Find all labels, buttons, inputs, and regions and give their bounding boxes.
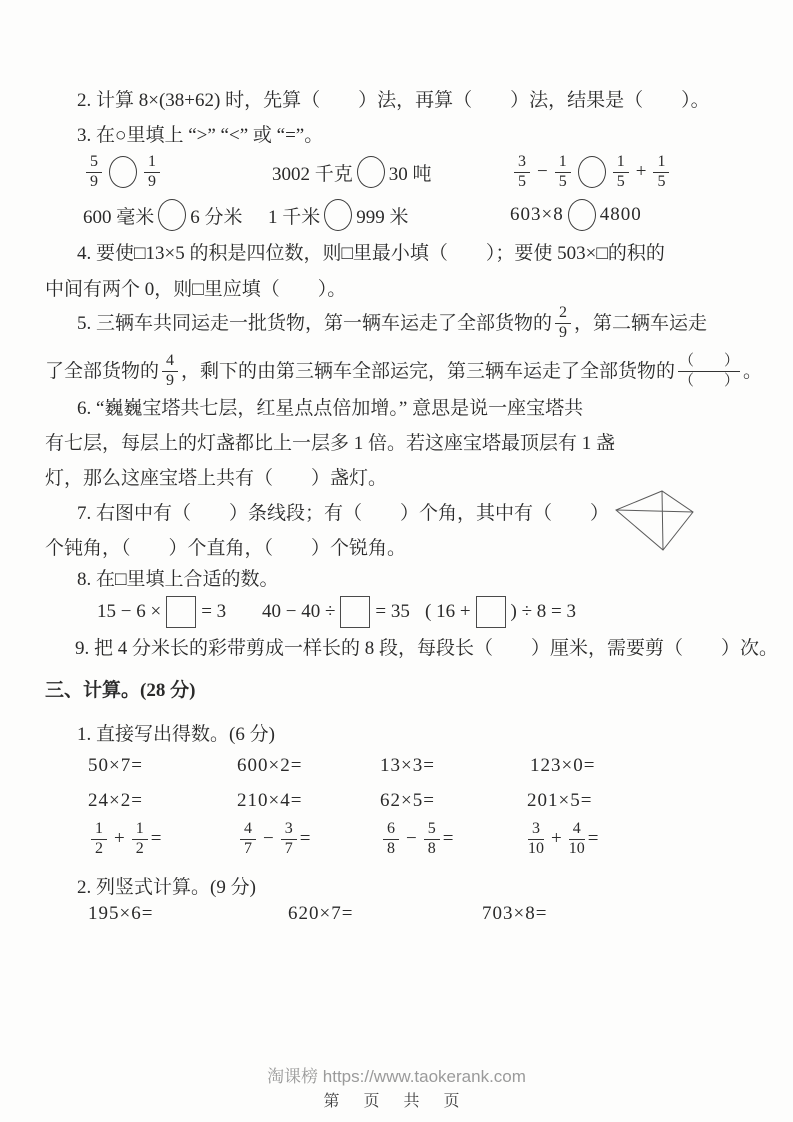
q5-text: 5. 三辆车共同运走一批货物，第一辆车运走了全部货物的 — [77, 312, 553, 334]
equation-text: 15 − 6 × — [97, 601, 162, 622]
calc-item: 62×5= — [380, 790, 435, 811]
q5-text: 了全部货物的 — [45, 360, 160, 382]
fraction-denominator: 5 — [616, 172, 625, 190]
plus-sign: + — [635, 161, 647, 182]
fraction-calc-item — [525, 816, 598, 862]
blank-box — [166, 596, 196, 628]
fraction-numerator: 4 — [240, 821, 256, 840]
equals-sign: = — [150, 828, 162, 849]
calc-item: 50×7= — [88, 755, 143, 776]
calc-item: 201×5= — [527, 790, 593, 811]
q5-text: ，第二辆车运走 — [574, 312, 708, 334]
calc-item: 195×6= — [88, 903, 154, 924]
fraction-denominator: 7 — [244, 839, 252, 857]
footer-page-number: 第 页 共 页 — [323, 1093, 470, 1110]
question-7-line-1: 7. 右图中有（ ）条线段；有（ ）个角，其中有（ ） — [77, 503, 610, 524]
fraction-numerator: 3 — [528, 821, 544, 840]
q8-equation-1 — [97, 592, 226, 632]
fraction — [240, 821, 256, 858]
fraction-numerator: 1 — [613, 154, 629, 173]
fraction — [555, 154, 571, 191]
question-3-row-1 — [0, 148, 793, 196]
fraction-numerator: 5 — [86, 154, 102, 173]
q8-equation-2 — [262, 592, 410, 632]
equals-sign: = — [587, 828, 599, 849]
fraction — [383, 821, 399, 858]
equation-text: 40 − 40 ÷ — [262, 601, 336, 622]
operator-sign: + — [114, 828, 125, 849]
operator-sign: + — [551, 828, 562, 849]
q3-compare-item-6 — [510, 197, 642, 233]
compare-left-text: 1 千米 — [268, 206, 321, 228]
fraction-denominator: 7 — [284, 839, 293, 857]
operator-sign: − — [263, 828, 274, 849]
question-9-text: 9. 把 4 分米长的彩带剪成一样长的 8 段，每段长（ ）厘米，需要剪（ ）次。 — [75, 638, 779, 659]
fraction-denominator-blank: （ ） — [679, 372, 740, 389]
q3-compare-item-4 — [83, 197, 243, 233]
fraction — [132, 821, 148, 858]
calc-item: 703×8= — [482, 903, 548, 924]
compare-right-text: 999 米 — [356, 206, 409, 228]
compare-right-text: 4800 — [599, 204, 642, 225]
fraction-denominator: 9 — [148, 172, 156, 190]
compare-circle-blank — [357, 156, 385, 188]
compare-left-text: 3002 千克 — [272, 163, 353, 185]
equals-sign: = — [299, 828, 311, 849]
equation-text: = 3 — [201, 601, 227, 622]
fraction-numerator: 5 — [424, 821, 440, 840]
fraction-numerator: 6 — [383, 821, 399, 840]
fraction-denominator: 2 — [135, 839, 144, 857]
compare-left-text: 600 毫米 — [83, 206, 155, 228]
fraction-numerator-blank: （ ） — [678, 353, 740, 372]
equals-sign: = — [442, 828, 454, 849]
fraction-denominator: 9 — [90, 172, 98, 190]
fraction-denominator: 10 — [568, 839, 585, 857]
q5-text: ，剩下的由第三辆车全部运完，第三辆车运走了全部货物的 — [181, 360, 676, 382]
fraction-numerator: 4 — [569, 821, 585, 840]
fraction — [144, 154, 160, 191]
column-calc-row — [0, 903, 793, 931]
fraction — [281, 821, 297, 858]
fraction — [613, 154, 629, 191]
fraction-calc-item — [237, 816, 310, 862]
fraction-denominator: 9 — [166, 371, 175, 389]
section-3-sub-2-heading: 2. 列竖式计算。(9 分) — [77, 877, 256, 898]
question-5-line-1 — [77, 300, 707, 346]
oral-calc-row-2 — [0, 790, 793, 818]
fraction-numerator: 1 — [132, 821, 148, 840]
blank-box — [476, 596, 506, 628]
oral-calc-fraction-row — [0, 816, 793, 862]
compare-right-text: 30 吨 — [388, 163, 432, 185]
question-5-line-2 — [45, 348, 762, 394]
fraction-numerator: 3 — [514, 154, 530, 173]
compare-circle-blank — [578, 156, 606, 188]
fraction — [569, 821, 585, 858]
fraction-denominator: 8 — [427, 839, 436, 857]
compare-circle-blank — [568, 199, 596, 231]
question-8-equations-row — [0, 592, 793, 632]
fraction-denominator: 10 — [528, 839, 544, 857]
fraction — [162, 353, 178, 390]
oral-calc-row-1 — [0, 755, 793, 783]
q8-equation-3 — [425, 592, 576, 632]
fraction-denominator: 8 — [387, 839, 395, 857]
equation-text: ( 16 + — [425, 601, 471, 622]
fraction — [528, 821, 544, 858]
q3-compare-item-5 — [268, 197, 409, 233]
fraction-numerator: 3 — [281, 821, 297, 840]
minus-sign: − — [537, 161, 548, 182]
fraction-denominator: 5 — [657, 172, 666, 190]
compare-right-text: 6 分米 — [190, 206, 243, 228]
q3-compare-item-3 — [511, 148, 672, 196]
fraction-denominator: 5 — [518, 172, 526, 190]
equation-text: = 35 — [375, 601, 410, 622]
calc-item: 620×7= — [288, 903, 354, 924]
fraction — [91, 821, 107, 858]
question-7-line-2: 个钝角，（ ）个直角，（ ）个锐角。 — [45, 538, 407, 559]
blank-answer-fraction — [678, 353, 740, 389]
fraction — [514, 154, 530, 191]
calc-item: 123×0= — [530, 755, 596, 776]
question-4-line-2: 中间有两个 0，则□里应填（ ）。 — [45, 279, 347, 300]
fraction — [653, 154, 669, 191]
fraction-denominator: 5 — [558, 172, 567, 190]
question-2-text: 2. 计算 8×(38+62) 时，先算（ ）法，再算（ ）法，结果是（ ）。 — [77, 90, 710, 111]
fraction-calc-item — [88, 816, 161, 862]
compare-circle-blank — [109, 156, 137, 188]
compare-circle-blank — [324, 199, 352, 231]
fraction-calc-item — [380, 816, 453, 862]
equation-text: ) ÷ 8 = 3 — [510, 601, 577, 622]
calc-item: 13×3= — [380, 755, 435, 776]
operator-sign: − — [406, 828, 417, 849]
q5-text: 。 — [743, 360, 763, 382]
q3-compare-item-2 — [272, 148, 432, 196]
blank-box — [340, 596, 370, 628]
fraction-denominator: 2 — [95, 839, 103, 857]
fraction-numerator: 1 — [653, 154, 669, 173]
compare-left-text: 603×8 — [510, 204, 564, 225]
footer-site-url: 淘课榜 https://www.taokerank.com — [267, 1067, 526, 1086]
fraction-numerator: 4 — [162, 353, 178, 372]
fraction-numerator: 1 — [555, 154, 571, 173]
question-8-heading: 8. 在□里填上合适的数。 — [77, 569, 279, 590]
fraction — [86, 154, 102, 191]
section-3-heading: 三、计算。(28 分) — [45, 680, 196, 701]
section-3-sub-1-heading: 1. 直接写出得数。(6 分) — [77, 724, 275, 745]
fraction-numerator: 1 — [144, 154, 160, 173]
q3-compare-item-1 — [83, 148, 163, 196]
fraction-numerator: 2 — [555, 305, 571, 324]
question-3-heading: 3. 在○里填上 “>” “<” 或 “=”。 — [77, 125, 324, 146]
fraction-numerator: 1 — [91, 821, 107, 840]
compare-circle-blank — [158, 199, 186, 231]
question-6-line-2: 有七层，每层上的灯盏都比上一层多 1 倍。若这座宝塔最顶层有 1 盏 — [45, 433, 616, 454]
calc-item: 24×2= — [88, 790, 143, 811]
calc-item: 210×4= — [237, 790, 303, 811]
fraction — [424, 821, 440, 858]
fraction — [555, 305, 571, 342]
question-4-line-1: 4. 要使□13×5 的积是四位数，则□里最小填（ ）；要使 503×□的积的 — [77, 243, 665, 264]
question-6-line-3: 灯，那么这座宝塔上共有（ ）盏灯。 — [45, 468, 388, 489]
fraction-denominator: 9 — [559, 323, 568, 341]
kite-figure — [613, 488, 697, 554]
calc-item: 600×2= — [237, 755, 303, 776]
question-6-line-1: 6. “巍巍宝塔共七层，红星点点倍加增。” 意思是说一座宝塔共 — [77, 398, 584, 419]
question-3-row-2 — [0, 197, 793, 233]
